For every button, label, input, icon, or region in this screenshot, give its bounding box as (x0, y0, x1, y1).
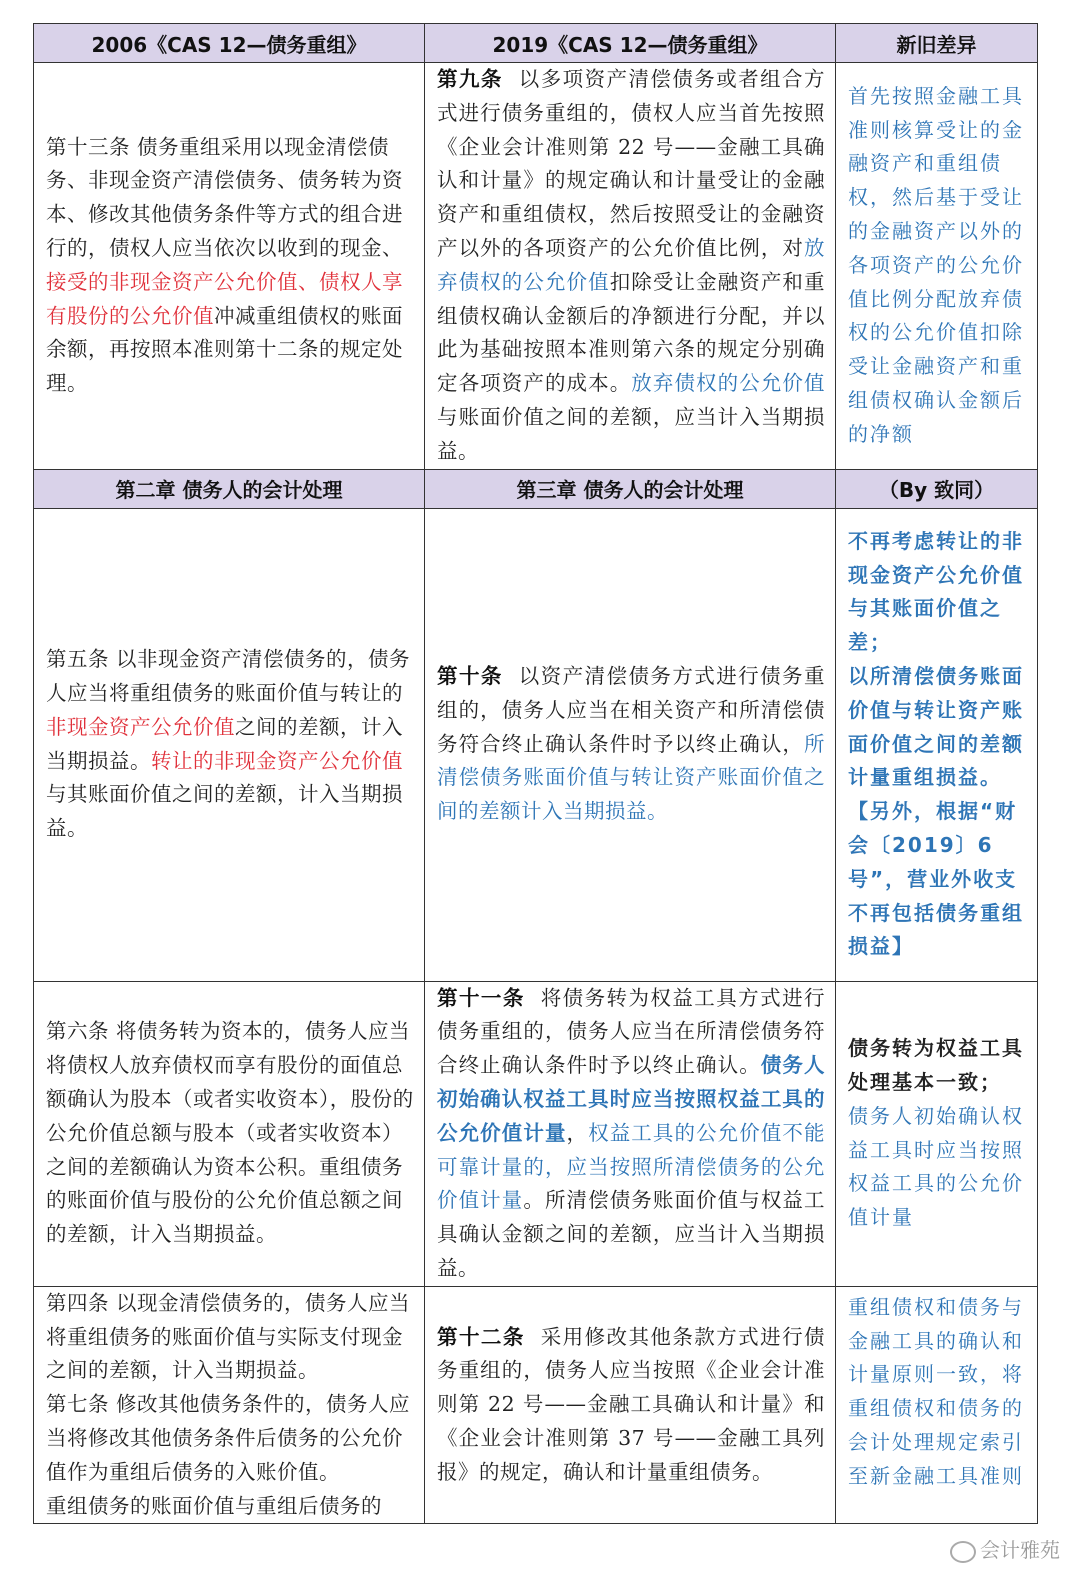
watermark: 会计雅苑 (950, 1534, 1060, 1563)
cell-2006-article5: 第五条 以非现金资产清偿债务的，债务人应当将重组债务的账面价值与转让的非现金资产公允价值之间的差额，计入当期损益。转让的非现金资产公允价值与其账面价值之间的差额，计入当期损益。 (34, 508, 425, 981)
cell-2006-article4-7: 第四条 以现金清偿债务的，债务人应当将重组债务的账面价值与实际支付现金之间的差额，计入当期损益。 第七条 修改其他债务条件的，债务人应当将修改其他债务条件后债务的公允价值作为重组后债务的入账价值。 重组债务的账面价值与重组后债务的 (34, 1286, 425, 1524)
cell-2019-article12: 第十二条 采用修改其他条款方式进行债务重组的，债务人应当按照《企业会计准则第 22 号——金融工具确认和计量》和《企业会计准则第 37 号——金融工具列报》的规定，确认和计量重组债务。 (425, 1286, 836, 1524)
subheader-row (34, 469, 1038, 508)
cell-2019-article9: 第九条 以多项资产清偿债务或者组合方式进行债务重组的，债权人应当首先按照《企业会计准则第 22 号——金融工具确认和计量》的规定确认和计量受让的金融资产和重组债权，然后按照受让的金融资产以外的各项资产的公允价值比例，对放弃债权的公允价值扣除受让金融资产和重组债权确认金额后的净额进行分配，并以此为基础按照本准则第六条的规定分别确定各项资产的成本。放弃债权的公允价值与账面价值之间的差额，应当计入当期损益。 (425, 63, 836, 470)
cell-2019-article11: 第十一条 将债务转为权益工具方式进行债务重组的，债务人应当在所清偿债务符合终止确认条件时予以终止确认。债务人初始确认权益工具时应当按照权益工具的公允价值计量，权益工具的公允价值不能可靠计量的，应当按照所清偿债务的公允价值计量。所清偿债务账面价值与权益工具确认金额之间的差额，应当计入当期损益。 (425, 981, 836, 1286)
cell-2006-article6: 第六条 将债务转为资本的，债务人应当将债权人放弃债权而享有股份的面值总额确认为股本（或者实收资本），股份的公允价值总额与股本（或者实收资本）之间的差额确认为资本公积。重组债务的账面价值与股份的公允价值总额之间的差额，计入当期损益。 (34, 981, 425, 1286)
cell-diff-2: 不再考虑转让的非现金资产公允价值与其账面价值之差； 以所清偿债务账面价值与转让资产账面价值之间的差额计量重组损益。 【另外，根据“财会〔2019〕6号”，营业外收支不再包括债务重组损益】 (836, 508, 1038, 981)
cell-diff-4: 重组债权和债务与金融工具的确认和计量原则一致，将重组债权和债务的会计处理规定索引至新金融工具准则 (836, 1286, 1038, 1524)
header-2006: 2006《CAS 12—债务重组》 (34, 24, 425, 63)
wechat-icon (950, 1541, 976, 1563)
header-diff: 新旧差异 (836, 24, 1038, 63)
table-row (34, 508, 1038, 981)
subheader-2019: 第三章 债务人的会计处理 (425, 469, 836, 508)
table-row (34, 1286, 1038, 1524)
table-row (34, 981, 1038, 1286)
cell-diff-1: 首先按照金融工具准则核算受让的金融资产和重组债权，然后基于受让的金融资产以外的各项资产的公允价值比例分配放弃债权的公允价值扣除受让金融资产和重组债权确认金额后的净额 (836, 63, 1038, 470)
header-row (34, 24, 1038, 63)
cell-diff-3: 债务转为权益工具处理基本一致； 债务人初始确认权益工具时应当按照权益工具的公允价值计量 (836, 981, 1038, 1286)
subheader-source: （By 致同） (836, 469, 1038, 508)
comparison-table (33, 23, 1038, 1524)
header-2019: 2019《CAS 12—债务重组》 (425, 24, 836, 63)
table-row (34, 63, 1038, 470)
cell-2006-article13: 第十三条 债务重组采用以现金清偿债务、非现金资产清偿债务、债务转为资本、修改其他债务条件等方式的组合进行的，债权人应当依次以收到的现金、接受的非现金资产公允价值、债权人享有股份的公允价值冲减重组债权的账面余额，再按照本准则第十二条的规定处理。 (34, 63, 425, 470)
cell-2019-article10: 第十条 以资产清偿债务方式进行债务重组的，债务人应当在相关资产和所清偿债务符合终止确认条件时予以终止确认，所清偿债务账面价值与转让资产账面价值之间的差额计入当期损益。 (425, 508, 836, 981)
subheader-2006: 第二章 债务人的会计处理 (34, 469, 425, 508)
